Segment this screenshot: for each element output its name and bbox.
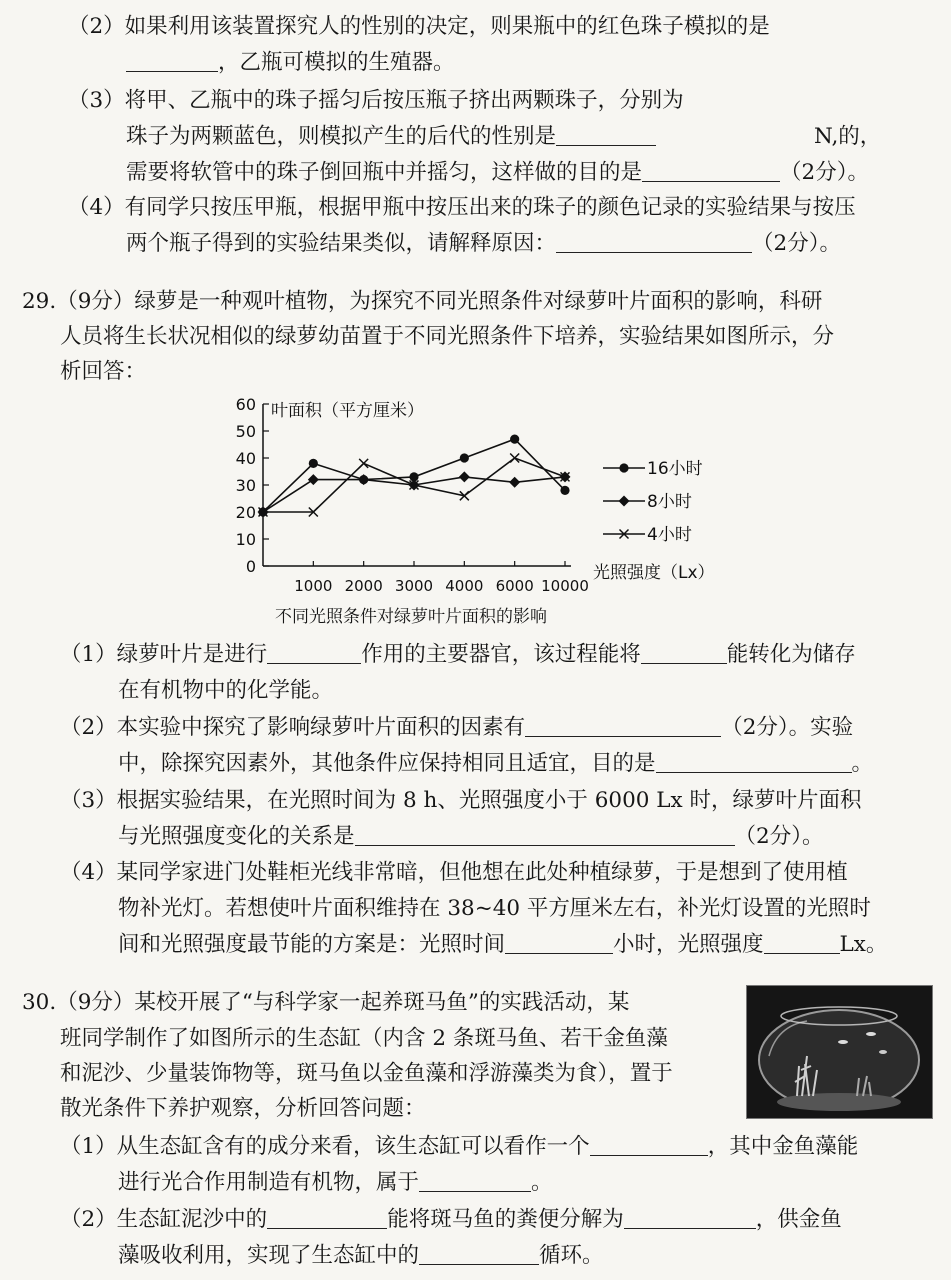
chart-caption: 不同光照条件对绿萝叶片面积的影响 bbox=[275, 607, 547, 627]
q28-part2-text-b: 决定，则果瓶中的红色珠子模拟的是 bbox=[425, 14, 770, 39]
q29-sub4-line1 bbox=[60, 858, 848, 888]
fish-tank-photo bbox=[746, 985, 933, 1119]
q30-sub1-blank1[interactable] bbox=[590, 1133, 708, 1156]
data-point bbox=[510, 435, 519, 444]
y-tick-label: 60 bbox=[235, 395, 256, 414]
q29-intro-line1 bbox=[22, 287, 822, 317]
leaf-area-line-chart bbox=[225, 390, 765, 635]
q28-part3-line2 bbox=[126, 122, 881, 152]
q30-intro-text3: 和泥沙、少量装饰物等，斑马鱼以金鱼藻和浮游藻类为食），置于 bbox=[60, 1061, 673, 1086]
q29-sub4-text-d: 小时，光照强度 bbox=[613, 932, 764, 957]
q30-sub2-blank2[interactable] bbox=[624, 1206, 756, 1229]
q30-sub1-line1 bbox=[60, 1132, 858, 1162]
y-tick-label: 0 bbox=[245, 557, 256, 576]
q30-sub1-text-a: （1）从生态缸含有的成分来看，该生态缸可以看作一个 bbox=[60, 1134, 590, 1159]
q28-part2-text-c: ，乙瓶可模拟的生殖器。 bbox=[218, 50, 455, 75]
q28-part3-text-a: （3）将甲、乙瓶中的珠子摇匀后按压瓶子挤出两颗珠子，分别为 bbox=[68, 88, 684, 113]
q29-intro-text3: 析回答： bbox=[60, 359, 147, 384]
q30-sub2-blank1[interactable] bbox=[267, 1206, 387, 1229]
chart-svg bbox=[225, 390, 765, 635]
q29-sub1-text-a: （1）绿萝叶片是进行 bbox=[60, 642, 268, 667]
q29-sub2-blank2[interactable] bbox=[656, 750, 852, 773]
q28-part4-line1 bbox=[68, 193, 856, 223]
q28-part2-blank1[interactable] bbox=[126, 49, 218, 72]
q30-sub1-line2 bbox=[118, 1168, 553, 1198]
q29-sub3-line1 bbox=[60, 786, 862, 816]
q29-sub1-text-c: 能转化为储存 bbox=[726, 642, 856, 667]
q29-sub3-text-b: 与光照强度变化的关系是 bbox=[118, 824, 355, 849]
q30-sub2-text-e: 循环。 bbox=[539, 1243, 604, 1268]
q28-part3-line3 bbox=[126, 158, 869, 188]
q29-sub3-text-c: （2分）。 bbox=[734, 824, 824, 849]
data-point bbox=[359, 459, 368, 468]
x-tick-label: 6000 bbox=[495, 577, 534, 595]
q29-sub2-blank1[interactable] bbox=[525, 714, 721, 737]
x-tick-label: 2000 bbox=[344, 577, 383, 595]
q30-sub2-line2 bbox=[118, 1241, 604, 1271]
q30-sub2-blank3[interactable] bbox=[419, 1242, 539, 1265]
q29-sub4-blank2[interactable] bbox=[764, 931, 840, 954]
q29-sub2-text-d: 。 bbox=[851, 751, 874, 776]
q29-sub4-text-c: 间和光照强度最节能的方案是：光照时间 bbox=[118, 932, 506, 957]
q29-sub3-text-a: （3）根据实验结果，在光照时间为 8 h、光照强度小于 6000 Lx 时，绿萝叶片面积 bbox=[60, 788, 862, 813]
legend-label: 4小时 bbox=[647, 525, 692, 545]
data-point bbox=[358, 474, 369, 485]
y-tick-label: 10 bbox=[235, 530, 256, 549]
q29-sub1-line2 bbox=[118, 676, 333, 706]
q30-intro-text2: 班同学制作了如图所示的生态缸（内含 2 条斑马鱼、若干金鱼藻 bbox=[60, 1026, 668, 1051]
q28-part3-text-d: 需要将软管中的珠子倒回瓶中并摇匀，这样做的目的是 bbox=[126, 160, 643, 185]
q30-intro-text4: 散光条件下养护观察，分析回答问题： bbox=[60, 1096, 426, 1121]
q28-part2-line1 bbox=[68, 12, 770, 42]
data-point bbox=[509, 477, 520, 488]
q29-intro-line2 bbox=[60, 322, 834, 352]
q30-intro-text1: 30.（9分）某校开展了“与科学家一起养斑马鱼”的实践活动，某 bbox=[22, 990, 630, 1015]
x-tick-label: 3000 bbox=[394, 577, 434, 595]
q29-sub4-line2 bbox=[118, 894, 871, 924]
q28-part4-blank1[interactable] bbox=[556, 230, 752, 253]
data-point bbox=[459, 471, 470, 482]
legend-label: 16小时 bbox=[647, 459, 703, 479]
q29-sub1-text-d: 在有机物中的化学能。 bbox=[118, 678, 334, 703]
legend-label: 8小时 bbox=[647, 492, 692, 512]
data-point bbox=[510, 454, 519, 463]
x-tick-label: 1000 bbox=[294, 577, 333, 595]
y-tick-label: 40 bbox=[235, 449, 256, 468]
q28-part3-line1 bbox=[68, 86, 684, 116]
q29-sub2-line2 bbox=[118, 749, 873, 779]
q30-sub2-text-c: ，供金鱼 bbox=[755, 1207, 842, 1232]
q28-part4-line2 bbox=[126, 229, 841, 259]
q29-sub3-blank1[interactable] bbox=[355, 823, 735, 846]
q30-intro-line2 bbox=[60, 1024, 668, 1054]
q30-sub1-text-b: ，其中金鱼藻能 bbox=[707, 1134, 859, 1159]
data-point bbox=[308, 474, 319, 485]
q30-intro-line4 bbox=[60, 1094, 426, 1124]
q30-sub1-text-c: 进行光合作用制造有机物，属于 bbox=[118, 1170, 420, 1195]
q29-sub1-text-b: 作用的主要器官，该过程能将 bbox=[361, 642, 641, 667]
legend-marker bbox=[619, 496, 630, 507]
q28-part3-text-c: N,的， bbox=[814, 124, 882, 149]
q30-sub2-line1 bbox=[60, 1205, 842, 1235]
q30-intro-line1 bbox=[22, 988, 629, 1018]
q29-sub4-text-e: Lx。 bbox=[839, 932, 888, 957]
q29-sub2-line1 bbox=[60, 713, 853, 743]
q29-sub2-text-b: （2分）。实验 bbox=[721, 715, 854, 740]
q29-sub2-text-c: 中，除探究因素外，其他条件应保持相同且适宜，目的是 bbox=[118, 751, 656, 776]
q28-part3-blank2[interactable] bbox=[642, 159, 780, 182]
q30-sub2-text-a: （2）生态缸泥沙中的 bbox=[60, 1207, 268, 1232]
y-tick-label: 50 bbox=[235, 422, 256, 441]
data-point bbox=[309, 459, 318, 468]
y-tick-label: 30 bbox=[235, 476, 256, 495]
q29-sub4-text-a: （4）某同学家进门处鞋柜光线非常暗，但他想在此处种植绿萝，于是想到了使用植 bbox=[60, 860, 848, 885]
q28-part3-text-b: 珠子为两颗蓝色，则模拟产生的后代的性别是 bbox=[126, 124, 557, 149]
legend-marker bbox=[619, 463, 628, 472]
q29-intro-text2: 人员将生长状况相似的绿萝幼苗置于不同光照条件下培养，实验结果如图所示，分 bbox=[60, 324, 835, 349]
q29-sub3-line2 bbox=[118, 822, 823, 852]
q29-sub4-blank1[interactable] bbox=[505, 931, 613, 954]
q28-part2-text-a: （2）如果利用该装置探究人的性别的 bbox=[68, 14, 426, 39]
q29-sub4-text-b: 物补光灯。若想使叶片面积维持在 38~40 平方厘米左右，补光灯设置的光照时 bbox=[118, 896, 871, 921]
y-axis-label: 叶面积（平方厘米） bbox=[271, 401, 424, 421]
q28-part4-text-b: 两个瓶子得到的实验结果类似，请解释原因： bbox=[126, 231, 557, 256]
q29-sub1-blank2[interactable] bbox=[641, 641, 727, 664]
q29-intro-line3 bbox=[60, 357, 146, 387]
q29-intro-text1: 29.（9分）绿萝是一种观叶植物，为探究不同光照条件对绿萝叶片面积的影响，科研 bbox=[22, 289, 823, 314]
y-tick-label: 20 bbox=[235, 503, 256, 522]
q28-part4-text-c: （2分）。 bbox=[752, 231, 841, 256]
q30-sub2-text-b: 能将斑马鱼的粪便分解为 bbox=[387, 1207, 624, 1232]
q28-part3-text-e: （2分）。 bbox=[780, 160, 869, 185]
q30-sub2-text-d: 藻吸收利用，实现了生态缸中的 bbox=[118, 1243, 420, 1268]
q28-part3-blank1[interactable] bbox=[556, 123, 656, 146]
x-axis-label: 光照强度（Lx） bbox=[593, 563, 715, 583]
data-point bbox=[460, 453, 469, 462]
x-tick-label: 4000 bbox=[445, 577, 484, 595]
q29-sub1-line1 bbox=[60, 640, 856, 670]
data-point bbox=[560, 486, 569, 495]
q29-sub4-line3 bbox=[118, 930, 887, 960]
q30-intro-line3 bbox=[60, 1059, 673, 1089]
q28-part4-text-a: （4）有同学只按压甲瓶，根据甲瓶中按压出来的珠子的颜色记录的实验结果与按压 bbox=[68, 195, 856, 220]
q29-sub2-text-a: （2）本实验中探究了影响绿萝叶片面积的因素有 bbox=[60, 715, 526, 740]
q29-sub1-blank1[interactable] bbox=[267, 641, 361, 664]
q30-sub1-blank2[interactable] bbox=[419, 1169, 531, 1192]
x-tick-label: 10000 bbox=[541, 577, 589, 595]
q30-sub1-text-d: 。 bbox=[531, 1170, 553, 1195]
q28-part2-line2 bbox=[126, 48, 455, 78]
